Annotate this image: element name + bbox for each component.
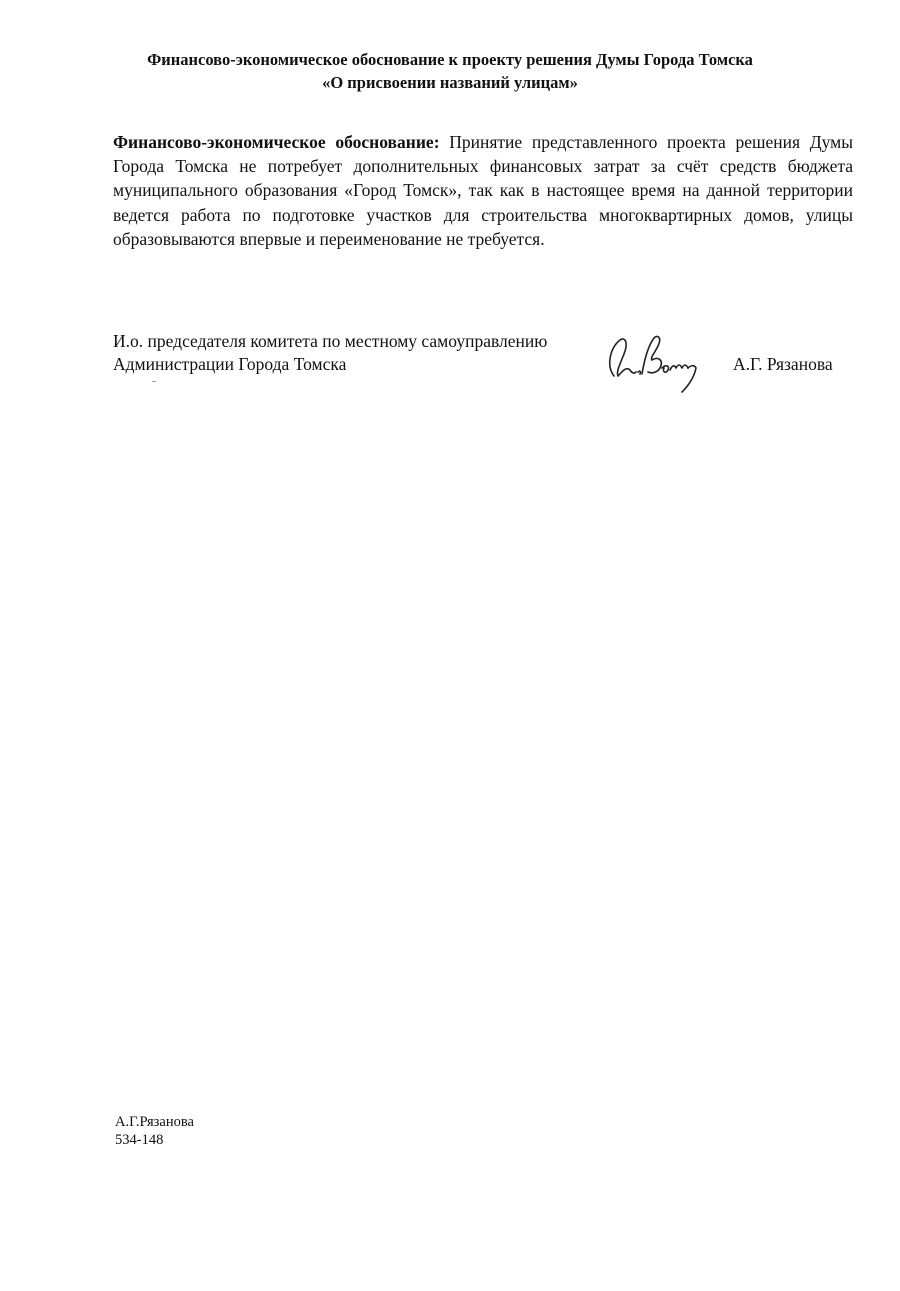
signer-name: А.Г. Рязанова [733,354,833,374]
signatory-position [113,330,547,376]
justification-paragraph [113,130,853,251]
position-line-2: Администрации Города Томска [113,354,347,374]
executor-phone: 534-148 [115,1132,164,1148]
document-title [80,48,820,94]
title-line-1: Финансово-экономическое обоснование к проекту решения Думы Города Томска [147,50,753,69]
scan-speck [152,381,156,382]
title-line-2: «О присвоении названий улицам» [322,73,578,92]
executor-name: А.Г.Рязанова [115,1114,194,1130]
executor-footer [115,1113,194,1149]
signature-icon [596,326,712,398]
justification-text: Принятие представленного проекта решения Думы Города Томска не потребует дополнительных финансовых затрат за счёт средств бюджета муниципального образования «Город Томск», так как в настоящее время на данной территории ведется работа по подготовке участков для строительства многоквартирных домов, улицы образовываются впервые и переименование не требуется. [113,132,854,249]
position-line-1: И.о. председателя комитета по местному самоуправлению [113,331,548,351]
justification-lead: Финансово-экономическое обоснование: [113,132,440,152]
